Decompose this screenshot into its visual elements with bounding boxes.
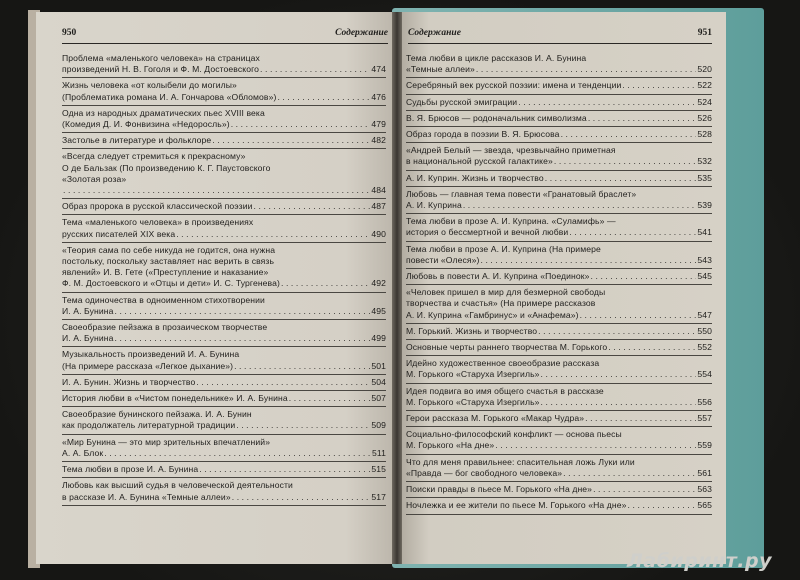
- toc-entry-last-line: [406, 156, 712, 167]
- toc-entry-text: «Человек пришел в мир для безмерной свободы: [406, 287, 606, 298]
- page-number: 950: [62, 28, 77, 38]
- toc-entry-text: Тема «маленького человека» в произведениях: [62, 217, 254, 228]
- toc-entry-text: Застолье в литературе и фольклоре: [62, 135, 212, 146]
- toc-entry-text: «Правда — бог свободного человека»: [406, 467, 563, 478]
- toc-entry: [62, 391, 386, 407]
- leader-dots: [518, 97, 696, 108]
- toc-page-number: 490: [371, 228, 386, 239]
- toc-entry-text: (Проблематика романа И. А. Гончарова «Обломов»): [62, 91, 277, 102]
- leader-dots: [231, 119, 371, 130]
- toc-entry-text: «Золотая роза»: [62, 173, 127, 184]
- toc-page-number: 495: [371, 305, 386, 316]
- leader-dots: [260, 64, 370, 75]
- toc-entry: [406, 482, 712, 498]
- toc-page-number: 509: [371, 420, 386, 431]
- toc-page-number: 517: [371, 491, 386, 502]
- toc-page-number: 557: [697, 413, 712, 424]
- toc-entry: [406, 143, 712, 170]
- running-title: Содержание: [335, 28, 388, 38]
- toc-entry-text: «Теория сама по себе никуда не годится, она нужна: [62, 244, 276, 255]
- toc-entry: [406, 356, 712, 383]
- watermark: Лабиринт.ру: [627, 550, 772, 572]
- toc-page-number: 541: [697, 227, 712, 238]
- toc-page-number: 550: [697, 325, 712, 336]
- toc-entry-text: Тема одиночества в одноименном стихотворении: [62, 294, 265, 305]
- toc-page-number: 552: [697, 342, 712, 353]
- toc-entry-text: Своеобразие пейзажа в прозаическом творчестве: [62, 322, 268, 333]
- toc-entry-text: русских писателей XIX века: [62, 228, 176, 239]
- toc-page-number: 532: [697, 156, 712, 167]
- toc-entry-text: Основные черты раннего творчества М. Горького: [406, 342, 608, 353]
- toc-entry: [406, 187, 712, 214]
- toc-page-number: 479: [371, 119, 386, 130]
- toc-page-number: 476: [371, 91, 386, 102]
- right-page: [396, 12, 726, 564]
- toc-entry-last-line: [62, 361, 386, 372]
- toc-entry-last-line: [406, 310, 712, 321]
- left-page-header: [62, 26, 388, 44]
- toc-entry: [406, 324, 712, 340]
- toc-entry-last-line: [406, 113, 712, 124]
- toc-entry: [62, 51, 386, 78]
- toc-entry-text: М. Горький. Жизнь и творчество: [406, 325, 538, 336]
- toc-page-number: 545: [697, 271, 712, 282]
- toc-entry-text: А. И. Куприна «Гамбринус» и «Анафема»): [406, 309, 579, 320]
- toc-entry: [406, 269, 712, 285]
- toc-entry-text: произведений Н. В. Гоголя и Ф. М. Достоевского: [62, 64, 260, 75]
- leader-dots: [585, 413, 696, 424]
- toc-page-number: 563: [697, 484, 712, 495]
- toc-entry: [406, 214, 712, 241]
- toc-page-number: 561: [697, 467, 712, 478]
- toc-entry-text: М. Горького «Старуха Изергиль»: [406, 396, 540, 407]
- toc-entry-text: Тема любви в прозе А. И. Куприна. «Суламифь» —: [406, 216, 616, 227]
- toc-page-number: 526: [697, 112, 712, 123]
- running-title: Содержание: [408, 28, 461, 38]
- toc-entry-text: Одна из народных драматических пьес XVIII века: [62, 107, 265, 118]
- toc-entry-text: (Комедия Д. И. Фонвизина «Недоросль»): [62, 119, 230, 130]
- leader-dots: [580, 310, 697, 321]
- toc-page-number: 559: [697, 440, 712, 451]
- toc-page-number: 556: [697, 396, 712, 407]
- toc-page-number: 484: [371, 185, 386, 196]
- toc-entry: [62, 78, 386, 105]
- toc-entry-last-line: [406, 500, 712, 511]
- right-page-header: [408, 26, 712, 44]
- toc-entry-text: Социально-философский конфликт — основа пьесы: [406, 429, 622, 440]
- toc-entry-text: в национальной русской галактике»: [406, 156, 553, 167]
- leader-dots: [622, 80, 696, 91]
- toc-entry-text: А. И. Куприна: [406, 200, 462, 211]
- leader-dots: [561, 129, 697, 140]
- leader-dots: [236, 420, 370, 431]
- page-number: 951: [697, 28, 712, 38]
- toc-entry-last-line: [62, 306, 386, 317]
- toc-entry: [406, 384, 712, 411]
- toc-entry: [406, 427, 712, 454]
- toc-entry-text: М. Горького «На дне»: [406, 440, 495, 451]
- toc-entry-text: О де Бальзак (По произведению К. Г. Паустовского: [62, 162, 271, 173]
- leader-dots: [593, 484, 696, 495]
- toc-page-number: 547: [697, 309, 712, 320]
- toc-entry-last-line: [406, 255, 712, 266]
- toc-entry-last-line: [62, 201, 386, 212]
- toc-entry-last-line: [62, 278, 386, 289]
- toc-entry: [62, 133, 386, 149]
- toc-entry-last-line: [62, 64, 386, 75]
- leader-dots: [569, 227, 696, 238]
- toc-entry-text: Образ пророка в русской классической поэзии: [62, 201, 253, 212]
- toc-entry-text: Ф. М. Достоевского и «Отцы и дети» И. С. Тургенева): [62, 278, 280, 289]
- toc-entry: [406, 242, 712, 269]
- toc-entry-last-line: [62, 135, 386, 146]
- toc-entry: [62, 243, 386, 293]
- toc-entry-text: Своеобразие бунинского пейзажа. И. А. Бунин: [62, 409, 252, 420]
- toc-entry-text: творчества и счастья» (На примере рассказов: [406, 298, 596, 309]
- toc-entry-text: И. А. Бунина: [62, 305, 114, 316]
- toc-entry: [62, 215, 386, 242]
- leader-dots: [289, 393, 371, 404]
- toc-page-number: 524: [697, 96, 712, 107]
- left-page: [36, 12, 400, 564]
- leader-dots: [545, 173, 697, 184]
- toc-page-number: 474: [371, 64, 386, 75]
- toc-entry: [406, 498, 712, 514]
- toc-entry-text: в рассказе И. А. Бунина «Темные аллеи»: [62, 491, 231, 502]
- toc-entry-text: Поиски правды в пьесе М. Горького «На дне»: [406, 484, 593, 495]
- leader-dots: [104, 448, 371, 459]
- toc-entry: [62, 347, 386, 374]
- toc-entry-last-line: [406, 397, 712, 408]
- toc-entry-last-line: [406, 200, 712, 211]
- leader-dots: [281, 278, 370, 289]
- toc-entry-last-line: [62, 377, 386, 388]
- toc-entry-text: как продолжатель литературной традиции: [62, 420, 236, 431]
- toc-entry-text: история о бессмертной и вечной любви: [406, 227, 569, 238]
- toc-page-number: 565: [697, 500, 712, 511]
- toc-entry-last-line: [406, 173, 712, 184]
- toc-entry-text: повести «Олеся»): [406, 254, 480, 265]
- leader-dots: [480, 255, 696, 266]
- toc-entry-text: Любовь — главная тема повести «Гранатовый браслет»: [406, 188, 637, 199]
- toc-entry: [406, 51, 712, 78]
- toc-entry-text: Любовь как высший судья в человеческой деятельности: [62, 480, 293, 491]
- toc-entry-text: Судьбы русской эмиграции: [406, 96, 518, 107]
- toc-entry-last-line: [62, 492, 386, 503]
- toc-entry-last-line: [406, 129, 712, 140]
- toc-entry-text: Образ города в поэзии В. Я. Брюсова: [406, 129, 560, 140]
- toc-entry-text: А. И. Куприн. Жизнь и творчество: [406, 172, 544, 183]
- toc-entry: [62, 462, 386, 478]
- toc-entry-text: «Темные аллеи»: [406, 64, 475, 75]
- toc-entry-last-line: [62, 92, 386, 103]
- leader-dots: [176, 229, 370, 240]
- toc-entry-last-line: [406, 80, 712, 91]
- toc-entry-text: История любви в «Чистом понедельнике» И. А. Бунина: [62, 393, 288, 404]
- toc-entry-text: А. А. Блок: [62, 447, 104, 458]
- toc-entry: [62, 478, 386, 505]
- toc-page-number: 511: [372, 447, 386, 458]
- toc-page-number: 507: [371, 393, 386, 404]
- toc-entry-last-line: [406, 326, 712, 337]
- toc-entry-text: И. А. Бунина: [62, 333, 114, 344]
- toc-entry-last-line: [62, 464, 386, 475]
- leader-dots: [541, 397, 697, 408]
- toc-entry-last-line: [62, 393, 386, 404]
- toc-entry-last-line: [62, 448, 386, 459]
- toc-page-number: 515: [371, 464, 386, 475]
- toc-entry-text: «Мир Бунина — это мир зрительных впечатлений»: [62, 436, 271, 447]
- leader-dots: [591, 271, 697, 282]
- toc-page-number: 554: [697, 369, 712, 380]
- toc-entry: [406, 411, 712, 427]
- leader-dots: [114, 306, 370, 317]
- toc-page-number: 499: [371, 333, 386, 344]
- toc-entry: [62, 199, 386, 215]
- toc-entry-text: Герои рассказа М. Горького «Макар Чудра»: [406, 413, 585, 424]
- toc-entry: [62, 293, 386, 320]
- leader-dots: [541, 369, 697, 380]
- toc-entry-text: М. Горького «Старуха Изергиль»: [406, 369, 540, 380]
- toc-page-number: 528: [697, 129, 712, 140]
- leader-dots: [234, 361, 370, 372]
- toc-entry-last-line: [406, 369, 712, 380]
- toc-entry-text: «Всегда следует стремиться к прекрасному»: [62, 151, 246, 162]
- toc-page-number: 522: [697, 80, 712, 91]
- toc-entry: [62, 375, 386, 391]
- toc-entry-text: Серебряный век русской поэзии: имена и тенденции: [406, 80, 622, 91]
- leader-dots: [114, 333, 370, 344]
- toc-entry: [406, 95, 712, 111]
- leader-dots: [63, 185, 370, 196]
- toc-entry-last-line: [62, 119, 386, 130]
- toc-entry: [62, 435, 386, 462]
- leader-dots: [538, 326, 696, 337]
- toc-entry-last-line: [406, 227, 712, 238]
- toc-entry-text: Жизнь человека «от колыбели до могилы»: [62, 80, 237, 91]
- toc-page-number: 543: [697, 254, 712, 265]
- toc-page-number: 492: [371, 278, 386, 289]
- toc-entry-text: постольку, поскольку заставляет нас верить в связь: [62, 256, 275, 267]
- toc-entry-last-line: [406, 440, 712, 451]
- toc-page-number: 539: [697, 200, 712, 211]
- toc-entry-last-line: [62, 229, 386, 240]
- toc-entry-text: явлений» И. В. Гете («Преступление и наказание»: [62, 267, 269, 278]
- toc-entry-text: Любовь в повести А. И. Куприна «Поединок»: [406, 271, 590, 282]
- toc-entry-text: «Андрей Белый — звезда, чрезвычайно приметная: [406, 145, 616, 156]
- leader-dots: [563, 468, 696, 479]
- leader-dots: [628, 500, 697, 511]
- toc-entry-last-line: [406, 271, 712, 282]
- toc-entry: [406, 78, 712, 94]
- book-gutter: [392, 12, 402, 564]
- toc-entry: [62, 320, 386, 347]
- toc-entry-text: Ночлежка и ее жители по пьесе М. Горького «На дне»: [406, 500, 627, 511]
- toc-entry-text: Идейно художественное своеобразие рассказа: [406, 358, 600, 369]
- leader-dots: [254, 201, 371, 212]
- toc-entry-last-line: [406, 342, 712, 353]
- leader-dots: [608, 342, 696, 353]
- toc-entry-text: Что для меня правильнее: спасительная ложь Луки или: [406, 456, 635, 467]
- toc-entry-text: И. А. Бунин. Жизнь и творчество: [62, 376, 196, 387]
- toc-entry-text: Проблема «маленького человека» на страницах: [62, 53, 260, 63]
- toc-entry: [406, 455, 712, 482]
- leader-dots: [277, 92, 370, 103]
- toc-page-number: 482: [371, 135, 386, 146]
- toc-page-number: 535: [697, 172, 712, 183]
- leader-dots: [495, 440, 696, 451]
- toc-page-number: 487: [371, 201, 386, 212]
- toc-entry: [406, 285, 712, 324]
- toc-entry-last-line: [62, 333, 386, 344]
- toc-entry-text: В. Я. Брюсов — родоначальник символизма: [406, 112, 587, 123]
- toc-entry: [406, 171, 712, 187]
- leader-dots: [199, 464, 370, 475]
- toc-entry-last-line: [406, 97, 712, 108]
- toc-list-right: [406, 51, 712, 515]
- toc-entry-last-line: [62, 420, 386, 431]
- leader-dots: [554, 156, 697, 167]
- toc-entry-page-line: [62, 185, 386, 196]
- toc-list-left: [62, 51, 386, 506]
- toc-entry-text: Тема любви в прозе И. А. Бунина: [62, 464, 199, 475]
- toc-page-number: 504: [371, 376, 386, 387]
- toc-entry: [406, 127, 712, 143]
- toc-entry: [406, 340, 712, 356]
- leader-dots: [196, 377, 370, 388]
- toc-entry-text: Тема любви в прозе А. И. Куприна (На примере: [406, 243, 601, 254]
- toc-entry: [406, 111, 712, 127]
- toc-entry-last-line: [406, 468, 712, 479]
- leader-dots: [588, 113, 697, 124]
- leader-dots: [476, 64, 696, 75]
- leader-dots: [463, 200, 697, 211]
- toc-entry-text: Тема любви в цикле рассказов И. А. Бунина: [406, 53, 587, 63]
- toc-entry-last-line: [406, 64, 712, 75]
- toc-entry: [62, 407, 386, 434]
- toc-entry-text: Идея подвига во имя общего счастья в рассказе: [406, 385, 604, 396]
- toc-entry-text: (На примере рассказа «Легкое дыхание»): [62, 360, 234, 371]
- leader-dots: [212, 135, 370, 146]
- toc-entry: [62, 106, 386, 133]
- leader-dots: [232, 492, 371, 503]
- toc-entry: [62, 149, 386, 199]
- toc-page-number: 520: [697, 64, 712, 75]
- toc-entry-text: Музыкальность произведений И. А. Бунина: [62, 349, 240, 360]
- toc-entry-last-line: [406, 413, 712, 424]
- toc-page-number: 501: [371, 360, 386, 371]
- toc-entry-last-line: [406, 484, 712, 495]
